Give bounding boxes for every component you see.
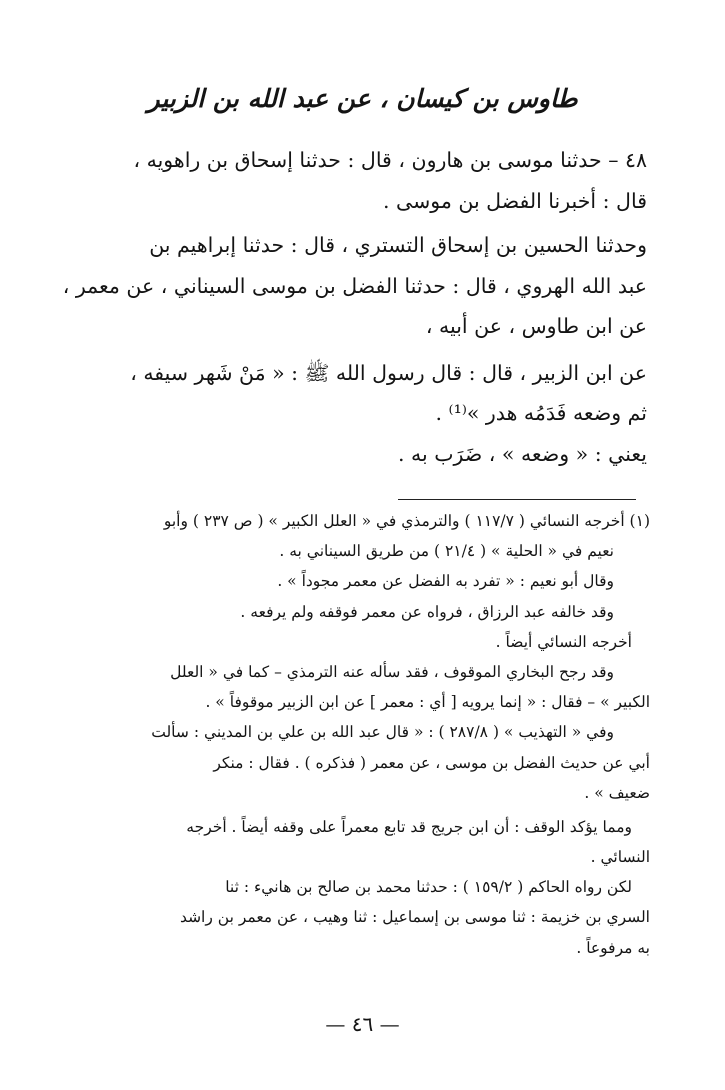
main-line: يعني : « وضعه » ، ضَرَب به . — [397, 441, 647, 466]
page-title: طاوس بن كيسان ، عن عبد الله بن الزبير — [147, 84, 578, 113]
footnote-line: وقد خالفه عبد الرزاق ، فرواه عن معمر فوقفه ولم يرفعه . — [240, 602, 614, 621]
main-text — [62, 140, 647, 474]
footnote-divider — [398, 499, 636, 500]
footnote-line: (١) أخرجه النسائي ( ١١٧/٧ ) والترمذي في « العلل الكبير » ( ص ٢٣٧ ) وأبو — [163, 512, 650, 530]
footnote-line: ضعيف » . — [584, 783, 650, 802]
footnote-line: ومما يؤكد الوقف : أن ابن جريج قد تابع معمراً على وقفه أيضاً . أخرجه — [186, 817, 632, 836]
main-line: ثم وضعه فَدَمُه هدر »⁽¹⁾ . — [435, 401, 647, 425]
footnote-line: لكن رواه الحاكم ( ١٥٩/٢ ) : حدثنا محمد بن صالح بن هانيء : ثنا — [225, 878, 632, 897]
footnote-line: الكبير » – فقال : « إنما يرويه [ أي : معمر ] عن ابن الزبير موقوفاً » . — [205, 693, 650, 712]
main-line: قال : أخبرنا الفضل بن موسى . — [382, 188, 647, 213]
main-line: عن ابن طاوس ، عن أبيه ، — [425, 314, 647, 338]
footnote-line: وقد رجح البخاري الموقوف ، فقد سأله عنه الترمذي – كما في « العلل — [170, 662, 614, 681]
footnote-line: وقال أبو نعيم : « تفرد به الفضل عن معمر مجوداً » . — [277, 572, 614, 591]
main-line: ٤٨ – حدثنا موسى بن هارون ، قال : حدثنا إسحاق بن راهويه ، — [133, 148, 647, 172]
footnote-line: أبي عن حديث الفضل بن موسى ، عن معمر ( فذكره ) . فقال : منكر — [213, 753, 650, 772]
footnote-line: النسائي . — [590, 848, 650, 867]
footnote-line: به مرفوعاً . — [576, 938, 650, 957]
page-number: — ٤٦ — — [325, 1012, 400, 1036]
footnote-line: نعيم في « الحلية » ( ٢١/٤ ) من طريق السيناني به . — [279, 542, 614, 561]
footnote-line: وفي « التهذيب » ( ٢٨٧/٨ ) : « قال عبد الله بن علي بن المديني : سألت — [151, 723, 614, 742]
main-line: عبد الله الهروي ، قال : حدثنا الفضل بن موسى السيناني ، عن معمر ، — [62, 273, 647, 298]
footnote-line: السري بن خزيمة : ثنا موسى بن إسماعيل : ثنا وهيب ، عن معمر بن راشد — [179, 908, 650, 927]
main-line: عن ابن الزبير ، قال : قال رسول الله ﷺ : « مَنْ شَهر سيفه ، — [130, 360, 647, 385]
footnote-line: أخرجه النسائي أيضاً . — [495, 632, 632, 651]
footnotes — [72, 506, 650, 963]
main-line: وحدثنا الحسين بن إسحاق التستري ، قال : حدثنا إبراهيم بن — [149, 233, 647, 257]
